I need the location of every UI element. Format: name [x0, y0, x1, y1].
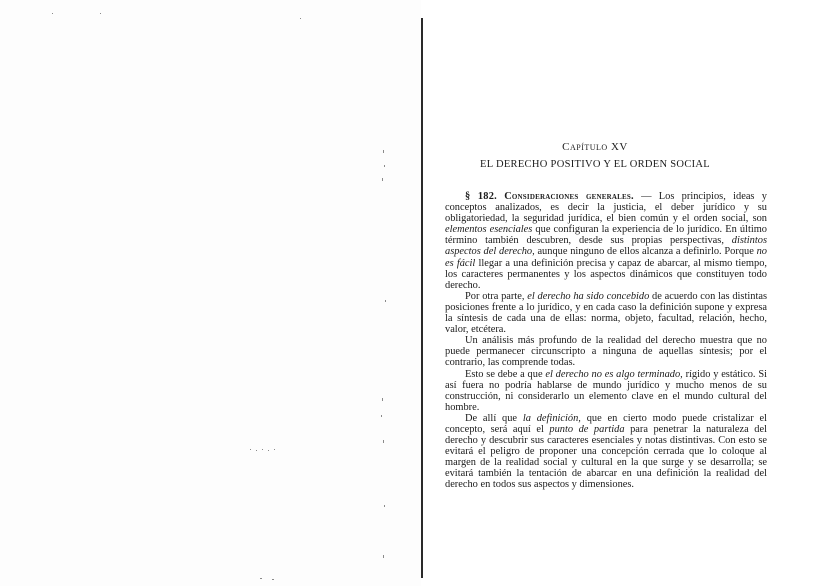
- italic-run: distintos aspectos del derecho,: [445, 235, 767, 258]
- italic-run: elementos esenciales: [445, 224, 533, 236]
- text-run: Esto se debe a que: [465, 368, 546, 380]
- text-run: que en cierto modo puede cristalizar el concepto, será aquí el: [445, 412, 767, 435]
- paragraph: [445, 335, 767, 368]
- section-number: § 182.: [465, 191, 497, 202]
- section-heading: Consideraciones generales.: [504, 191, 634, 202]
- text-run: llegar a una definición precisa y capaz de abarcar, al mismo tiempo, los caracteres permanentes y los aspectos dinámicos que constituyen todo derecho.: [445, 257, 767, 291]
- chapter-number: Capítulo XV: [562, 141, 628, 153]
- italic-run: el derecho no es algo terminado,: [545, 368, 683, 380]
- section-dash: —: [633, 191, 659, 202]
- text-run: rígido y estático. Si así fuera no podría hablarse de mundo jurídico y mucho menos de su construcción, ni considerarlo un elemento clave en el mundo cultural del hombre.: [445, 368, 767, 413]
- paragraph: [445, 413, 767, 491]
- text-run: Por otra parte,: [465, 290, 528, 302]
- italic-run: el derecho ha sido concebido: [527, 290, 650, 302]
- text-run: De allí que: [465, 412, 523, 424]
- paragraph: [445, 191, 767, 291]
- text-run: para penetrar la naturaleza del derecho y descubrir sus caracteres esenciales y notas distintivas. Con esto se evitará el peligro de proponer una concepción cerrada que lo coloque al margen de la realidad social y cultural en la que surge y se desarrolla; se evitará también la tentación de abarcar en una definición la realidad del derecho en todos sus aspectos y dimensiones.: [445, 423, 768, 491]
- text-run: de acuerdo con las distintas posiciones frente a lo jurídico, y en cada caso la definición supone y expresa la síntesis de cada una de ellas: norma, objeto, facultad, relación, hecho, valor, etcétera.: [445, 290, 767, 336]
- paragraph: [445, 291, 767, 335]
- text-run: aunque ninguno de ellos alcanza a definirlo. Porque: [534, 246, 757, 258]
- paragraph-content: [445, 191, 767, 291]
- text-run: que configuran la experiencia de lo jurídico. En último término también descubren, desde sus propias perspectivas,: [445, 224, 767, 247]
- text-run: Los principios, ideas y conceptos analizados, es decir la justicia, el deber jurídico y su obligatoriedad, la seguridad jurídica, el bien común y el orden social, son: [445, 191, 767, 225]
- italic-run: no es fácil: [445, 246, 767, 269]
- page-body: [445, 191, 767, 491]
- italic-run: la definición,: [522, 412, 581, 424]
- text-run: Un análisis más profundo de la realidad del derecho muestra que no puede permanecer circunscripto a ninguna de aquellas síntesis; por el contrario, las comprende todas.: [445, 335, 767, 369]
- chapter-title: EL DERECHO POSITIVO Y EL ORDEN SOCIAL: [479, 159, 711, 170]
- paragraph: [445, 369, 767, 413]
- italic-run: punto de partida: [549, 423, 625, 435]
